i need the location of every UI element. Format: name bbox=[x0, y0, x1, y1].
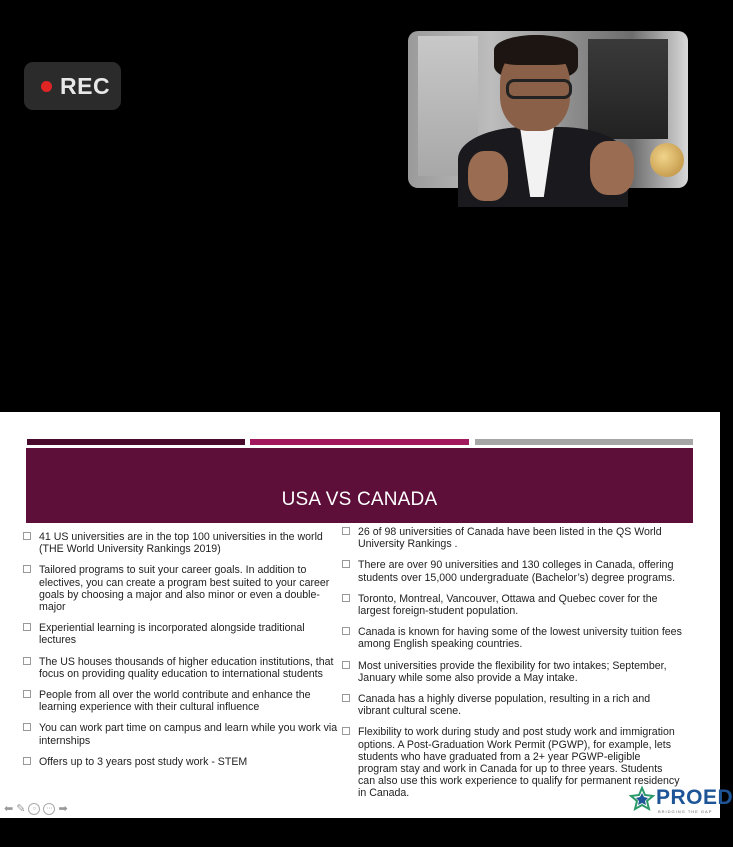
canada-point-item bbox=[342, 626, 682, 650]
proed-logo bbox=[628, 785, 733, 815]
bullet-icon bbox=[342, 627, 350, 635]
usa-point-item bbox=[23, 531, 343, 555]
bullet-icon bbox=[23, 723, 31, 731]
arrow-right-icon[interactable]: ➡ bbox=[58, 803, 68, 815]
usa-point-item bbox=[23, 622, 343, 646]
canada-point-text: Most universities provide the flexibility for two intakes; September, January while some also provide a May intake. bbox=[358, 659, 667, 684]
canada-point-text: Canada is known for having some of the lowest university tuition fees among English speaking countries. bbox=[358, 626, 682, 651]
canada-point-text: Flexibility to work during study and post study work and immigration options. A Post-Graduation Work Permit (PGWP), for example, lets students who have graduated from a 2+ year PGWP-eligible program stay and work in Canada for up to three years. Students can also use this work experience to qualify for permanent residency in Canada. bbox=[358, 726, 680, 800]
title-banner bbox=[26, 448, 693, 523]
bullet-icon bbox=[342, 727, 350, 735]
logo-name: PROED bbox=[656, 786, 733, 809]
zoom-icon[interactable]: ○ bbox=[28, 803, 40, 815]
usa-point-item bbox=[23, 756, 343, 768]
logo-tagline: BRIDGING THE GAP bbox=[658, 809, 713, 814]
canada-point-item bbox=[342, 660, 682, 684]
usa-point-text: Experiential learning is incorporated alongside traditional lectures bbox=[39, 622, 305, 647]
canada-point-text: There are over 90 universities and 130 colleges in Canada, offering students over 15,000 undergraduate (Bachelor’s) degree programs. bbox=[358, 559, 676, 584]
bullet-icon bbox=[23, 657, 31, 665]
pen-icon[interactable]: ✎ bbox=[16, 803, 26, 815]
canada-column bbox=[342, 526, 682, 809]
bar-gray bbox=[475, 439, 693, 445]
bullet-icon bbox=[23, 565, 31, 573]
bullet-icon bbox=[342, 594, 350, 602]
usa-point-item bbox=[23, 656, 343, 680]
usa-point-text: You can work part time on campus and learn while you work via internships bbox=[39, 722, 338, 747]
usa-column bbox=[23, 531, 343, 777]
usa-point-text: The US houses thousands of higher education institutions, that focus on providing quality education to international students bbox=[39, 655, 334, 680]
bullet-icon bbox=[23, 690, 31, 698]
slide-toolbar bbox=[4, 802, 80, 816]
recording-indicator bbox=[24, 62, 121, 110]
bullet-icon bbox=[23, 532, 31, 540]
bar-dark bbox=[27, 439, 245, 445]
usa-point-text: 41 US universities are in the top 100 universities in the world (THE World University Rankings 2019) bbox=[39, 531, 323, 556]
canada-point-item bbox=[342, 526, 682, 550]
canada-point-item bbox=[342, 559, 682, 583]
bullet-icon bbox=[23, 623, 31, 631]
canada-point-text: Toronto, Montreal, Vancouver, Ottawa and Quebec cover for the largest foreign-student population. bbox=[358, 592, 658, 618]
canada-point-item bbox=[342, 693, 682, 717]
slide-title: USA VS CANADA bbox=[281, 489, 438, 510]
bar-magenta bbox=[250, 439, 469, 445]
usa-point-text: Offers up to 3 years post study work - STEM bbox=[39, 755, 248, 768]
recording-label: REC bbox=[60, 72, 111, 99]
usa-point-item bbox=[23, 722, 343, 746]
usa-point-text: Tailored programs to suit your career goals. In addition to electives, you can create a program best suited to your career goals by choosing a major and also minor or even a double-major bbox=[39, 564, 330, 614]
shared-slide bbox=[0, 412, 733, 818]
usa-point-item bbox=[23, 689, 343, 713]
canada-point-item bbox=[342, 593, 682, 617]
bullet-icon bbox=[23, 757, 31, 765]
canada-point-text: Canada has a highly diverse population, resulting in a rich and vibrant cultural scene. bbox=[358, 693, 651, 718]
more-icon[interactable]: ⋯ bbox=[43, 803, 55, 815]
usa-point-text: People from all over the world contribute and enhance the learning experience with their cultural influence bbox=[39, 689, 311, 714]
participant-video[interactable] bbox=[408, 31, 688, 188]
decorative-bars bbox=[27, 439, 693, 445]
record-dot-icon bbox=[41, 81, 52, 92]
bullet-icon bbox=[342, 560, 350, 568]
usa-point-item bbox=[23, 564, 343, 613]
logo-star-icon bbox=[630, 787, 654, 811]
canada-point-text: 26 of 98 universities of Canada have been listed in the QS World University Rankings . bbox=[358, 526, 662, 551]
bullet-icon bbox=[342, 661, 350, 669]
bullet-icon bbox=[342, 694, 350, 702]
arrow-left-icon[interactable]: ⬅ bbox=[4, 803, 14, 815]
bullet-icon bbox=[342, 527, 350, 535]
